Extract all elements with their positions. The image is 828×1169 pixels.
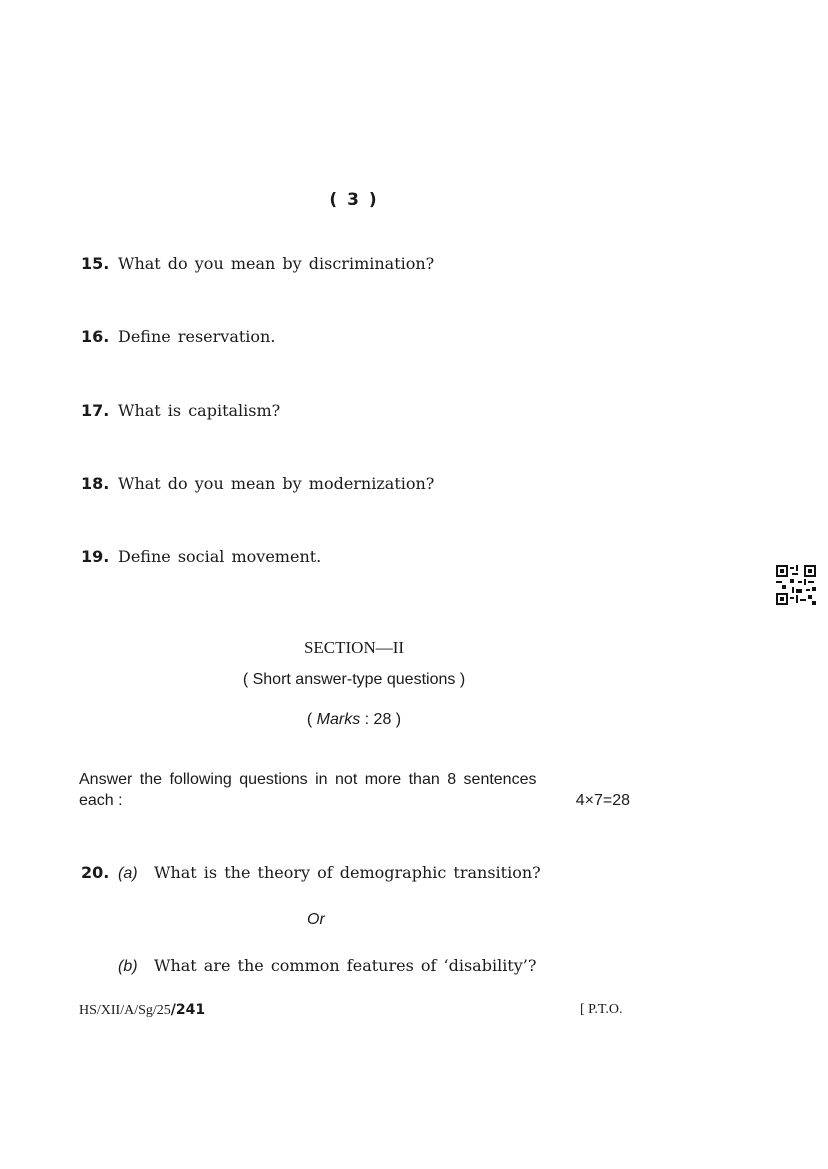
pto-label: [ P.T.O. [580,1002,623,1017]
question-15 [81,254,434,273]
option-b-label: (b) [118,958,138,975]
question-text: What is capitalism? [118,401,281,420]
question-number: 20. [81,863,110,882]
or-separator: Or [307,911,325,928]
instruction-each: each : [79,792,123,809]
question-text: Define reservation. [118,327,276,346]
instruction [79,769,630,811]
question-20-b [118,956,536,976]
option-b-text: What are the common features of ‘disability’? [154,956,537,975]
question-text: Define social movement. [118,547,322,566]
question-number: 15. [81,254,110,273]
marks-label: Marks [316,711,361,728]
question-number: 16. [81,327,110,346]
question-19 [81,547,321,566]
question-text: What do you mean by modernization? [118,474,435,493]
qr-code-icon [776,565,816,605]
paper-code-prefix: HS/XII/A/Sg/25 [79,1003,171,1018]
section-subtitle: ( Short answer-type questions ) [242,671,466,688]
question-number: 19. [81,547,110,566]
question-18 [81,474,434,493]
question-text: What do you mean by discrimination? [118,254,435,273]
page-number: ( 3 ) [329,190,379,210]
instruction-line-1: Answer the following questions in not more than 8 sentences [79,771,537,788]
instruction-line-2 [79,790,630,811]
question-number: 17. [81,401,110,420]
section-title: SECTION—II [303,638,405,657]
paper-code-suffix: /241 [170,1002,206,1018]
instruction-marks-formula: 4×7=28 [575,792,630,809]
paper-code [79,1002,205,1019]
question-17 [81,401,280,420]
section-marks: ( Marks : 28 ) [306,711,402,728]
question-16 [81,327,275,346]
option-a-label: (a) [118,865,138,882]
question-number: 18. [81,474,110,493]
marks-value: 28 [373,711,392,728]
option-a-text: What is the theory of demographic transition? [154,863,541,882]
question-20-a [81,863,541,883]
